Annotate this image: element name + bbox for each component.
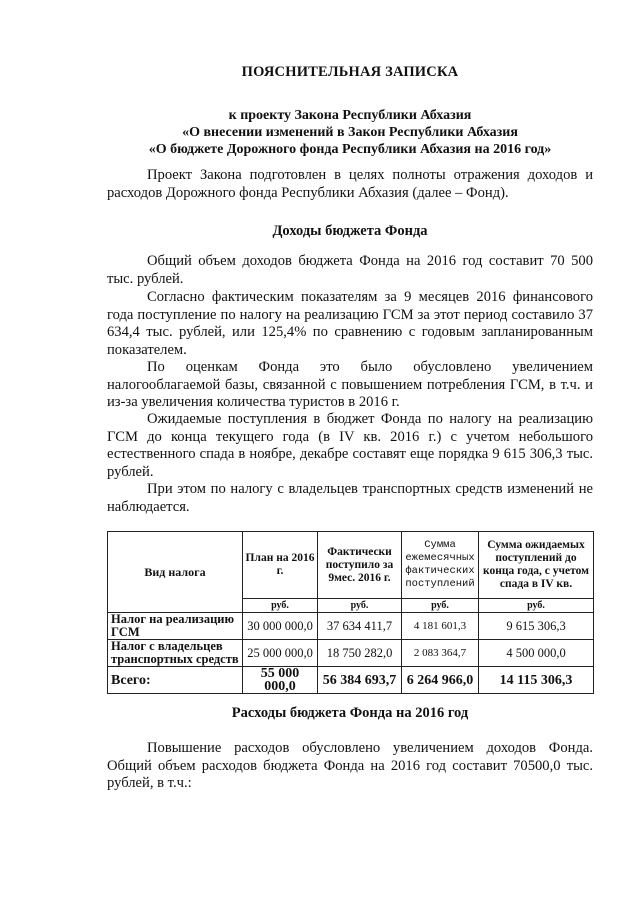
subtitle-line: «О бюджете Дорожного фонда Республики Абхазия на 2016 год» [148, 142, 552, 157]
header-expected: Сумма ожидаемых поступлений до конца года, с учетом спада в IV кв. [479, 532, 594, 599]
income-paragraph: Согласно фактическим показателям за 9 месяцев 2016 финансового года поступление по налогу на реализацию ГСМ за этот период составило 37 634,4 тыс. рублей, или 125,4% по сравнению с годовым запланированным показателем. [107, 289, 593, 358]
income-paragraph: При этом по налогу с владельцев транспортных средств изменений не наблюдается. [107, 481, 593, 515]
header-monthly: Сумма ежемесячных фактических поступлений [402, 532, 479, 599]
income-paragraph: Ожидаемые поступления в бюджет Фонда по налогу на реализацию ГСМ до конца текущего года (в IV кв. 2016 г.) с учетом небольшого естественного спада в ноябре, декабре составят еще порядка 9 615 306,3 тыс. рублей. [107, 411, 593, 480]
unit-cell: руб. [243, 599, 318, 613]
subtitle-line: к проекту Закона Республики Абхазия [228, 108, 472, 123]
monthly-value: 4 181 601,3 [402, 613, 479, 640]
document-title: ПОЯСНИТЕЛЬНАЯ ЗАПИСКА [241, 64, 459, 80]
total-plan: 55 000 000,0 [243, 667, 318, 694]
tax-name: Налог на реализацию ГСМ [108, 613, 243, 640]
unit-cell: руб. [402, 599, 479, 613]
table-row [108, 640, 594, 667]
tax-name: Налог с владельцев транспортных средств [108, 640, 243, 667]
expense-paragraph: Повышение расходов обусловлено увеличением доходов Фонда. Общий объем расходов бюджета Фонда на 2016 год составит 70500,0 тыс. рублей, в т.ч.: [107, 740, 593, 792]
intro-paragraph: Проект Закона подготовлен в целях полноты отражения доходов и расходов Дорожного фонда Республики Абхазия (далее – Фонд). [107, 167, 593, 201]
subtitle-line: «О внесении изменений в Закон Республики Абхазия [182, 125, 518, 140]
unit-cell: руб. [479, 599, 594, 613]
table-total-row [108, 667, 594, 694]
expected-value: 9 615 306,3 [479, 613, 594, 640]
income-paragraph: По оценкам Фонда это было обусловлено увеличением налогооблагаемой базы, связанной с повышением потребления ГСМ, в т.ч. и из-за увеличения количества туристов в 2016 г. [107, 359, 593, 411]
total-actual: 56 384 693,7 [318, 667, 402, 694]
table-row [108, 613, 594, 640]
expense-heading: Расходы бюджета Фонда на 2016 год [231, 705, 469, 721]
header-actual-9m: Фактически поступило за 9мес. 2016 г. [318, 532, 402, 599]
document-subtitle [100, 107, 600, 158]
total-label: Всего: [108, 667, 243, 694]
table-header-row [108, 532, 594, 599]
unit-cell: руб. [318, 599, 402, 613]
header-tax-type: Вид налога [108, 532, 243, 613]
expected-value: 4 500 000,0 [479, 640, 594, 667]
plan-value: 30 000 000,0 [243, 613, 318, 640]
plan-value: 25 000 000,0 [243, 640, 318, 667]
monthly-value: 2 083 364,7 [402, 640, 479, 667]
total-expected: 14 115 306,3 [479, 667, 594, 694]
income-heading: Доходы бюджета Фонда [272, 223, 428, 239]
actual-value: 18 750 282,0 [318, 640, 402, 667]
income-paragraph: Общий объем доходов бюджета Фонда на 2016 год составит 70 500 тыс. рублей. [107, 253, 593, 287]
actual-value: 37 634 411,7 [318, 613, 402, 640]
tax-revenue-table [107, 531, 594, 694]
header-plan: План на 2016 г. [243, 532, 318, 599]
total-monthly: 6 264 966,0 [402, 667, 479, 694]
